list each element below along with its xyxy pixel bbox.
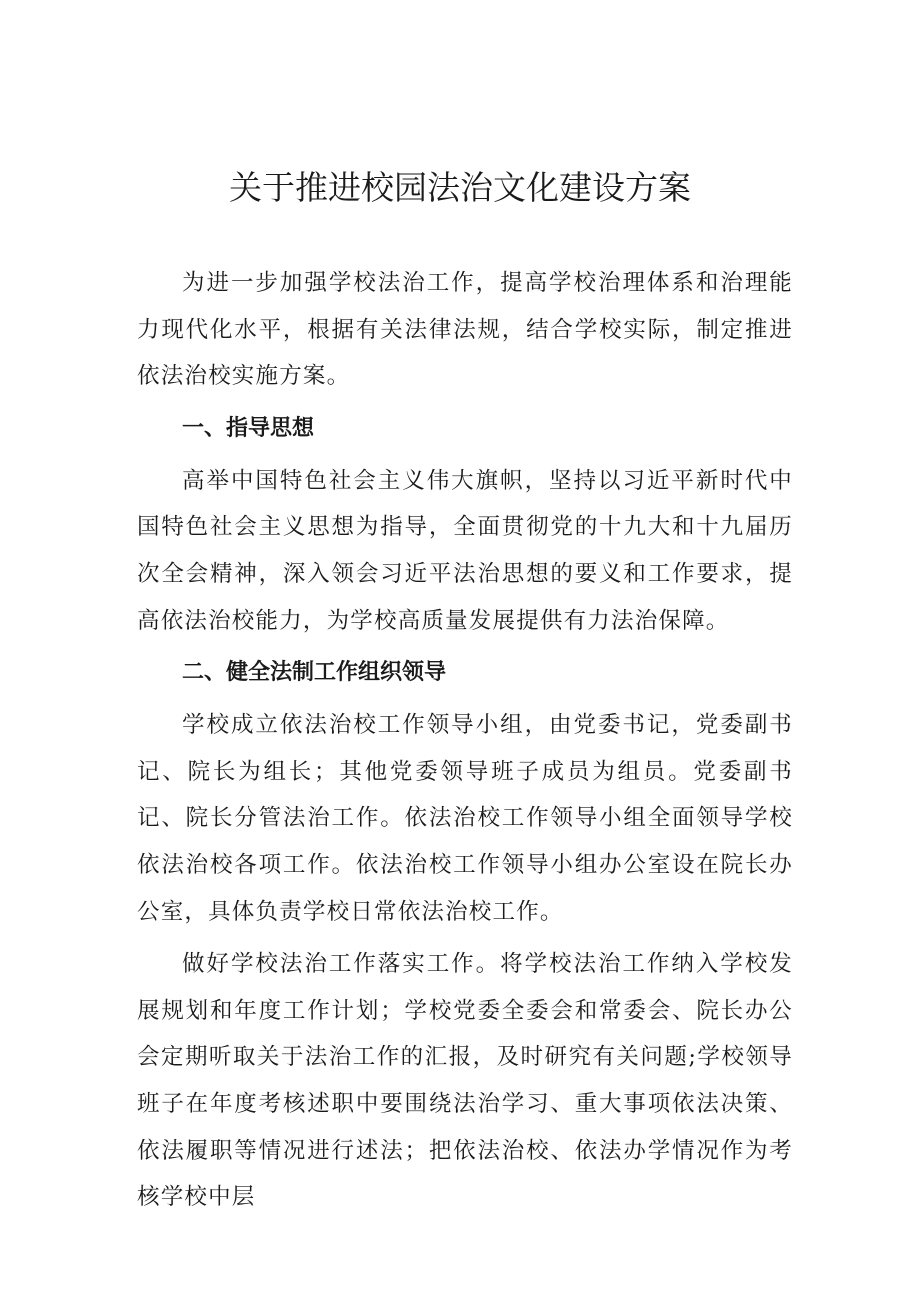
document-title: 关于推进校园法治文化建设方案: [229, 168, 691, 207]
intro-paragraph: 为进一步加强学校法治工作，提高学校治理体系和治理能力现代化水平，根据有关法律法规，结合学校实际，制定推进依法治校实施方案。: [137, 270, 793, 390]
section-paragraph: 高举中国特色社会主义伟大旗帜，坚持以习近平新时代中国特色社会主义思想为指导，全面贯彻党的十九大和十九届历次全会精神，深入领会习近平法治思想的要义和工作要求，提高依法治校能力，为学校高质量发展提供有力法治保障。: [137, 467, 793, 634]
section-paragraph: 做好学校法治工作落实工作。将学校法治工作纳入学校发展规划和年度工作计划；学校党委全委会和常委会、院长办公会定期听取关于法治工作的汇报，及时研究有关问题;学校领导班子在年度考核述职中要围绕法治学习、重大事项依法决策、依法履职等情况进行述法；把依法治校、依法办学情况作为考核学校中层: [137, 951, 793, 1211]
section-heading-organization: 二、健全法制工作组织领导: [182, 660, 447, 686]
document-body: [137, 260, 793, 1221]
section-heading-guiding-thought: 一、指导思想: [182, 415, 315, 441]
section-paragraph: 学校成立依法治校工作领导小组，由党委书记，党委副书记、院长为组长；其他党委领导班子成员为组员。党委副书记、院长分管法治工作。依法治校工作领导小组全面领导学校依法治校各项工作。依法治校工作领导小组办公室设在院长办公室，具体负责学校日常依法治校工作。: [137, 712, 793, 925]
